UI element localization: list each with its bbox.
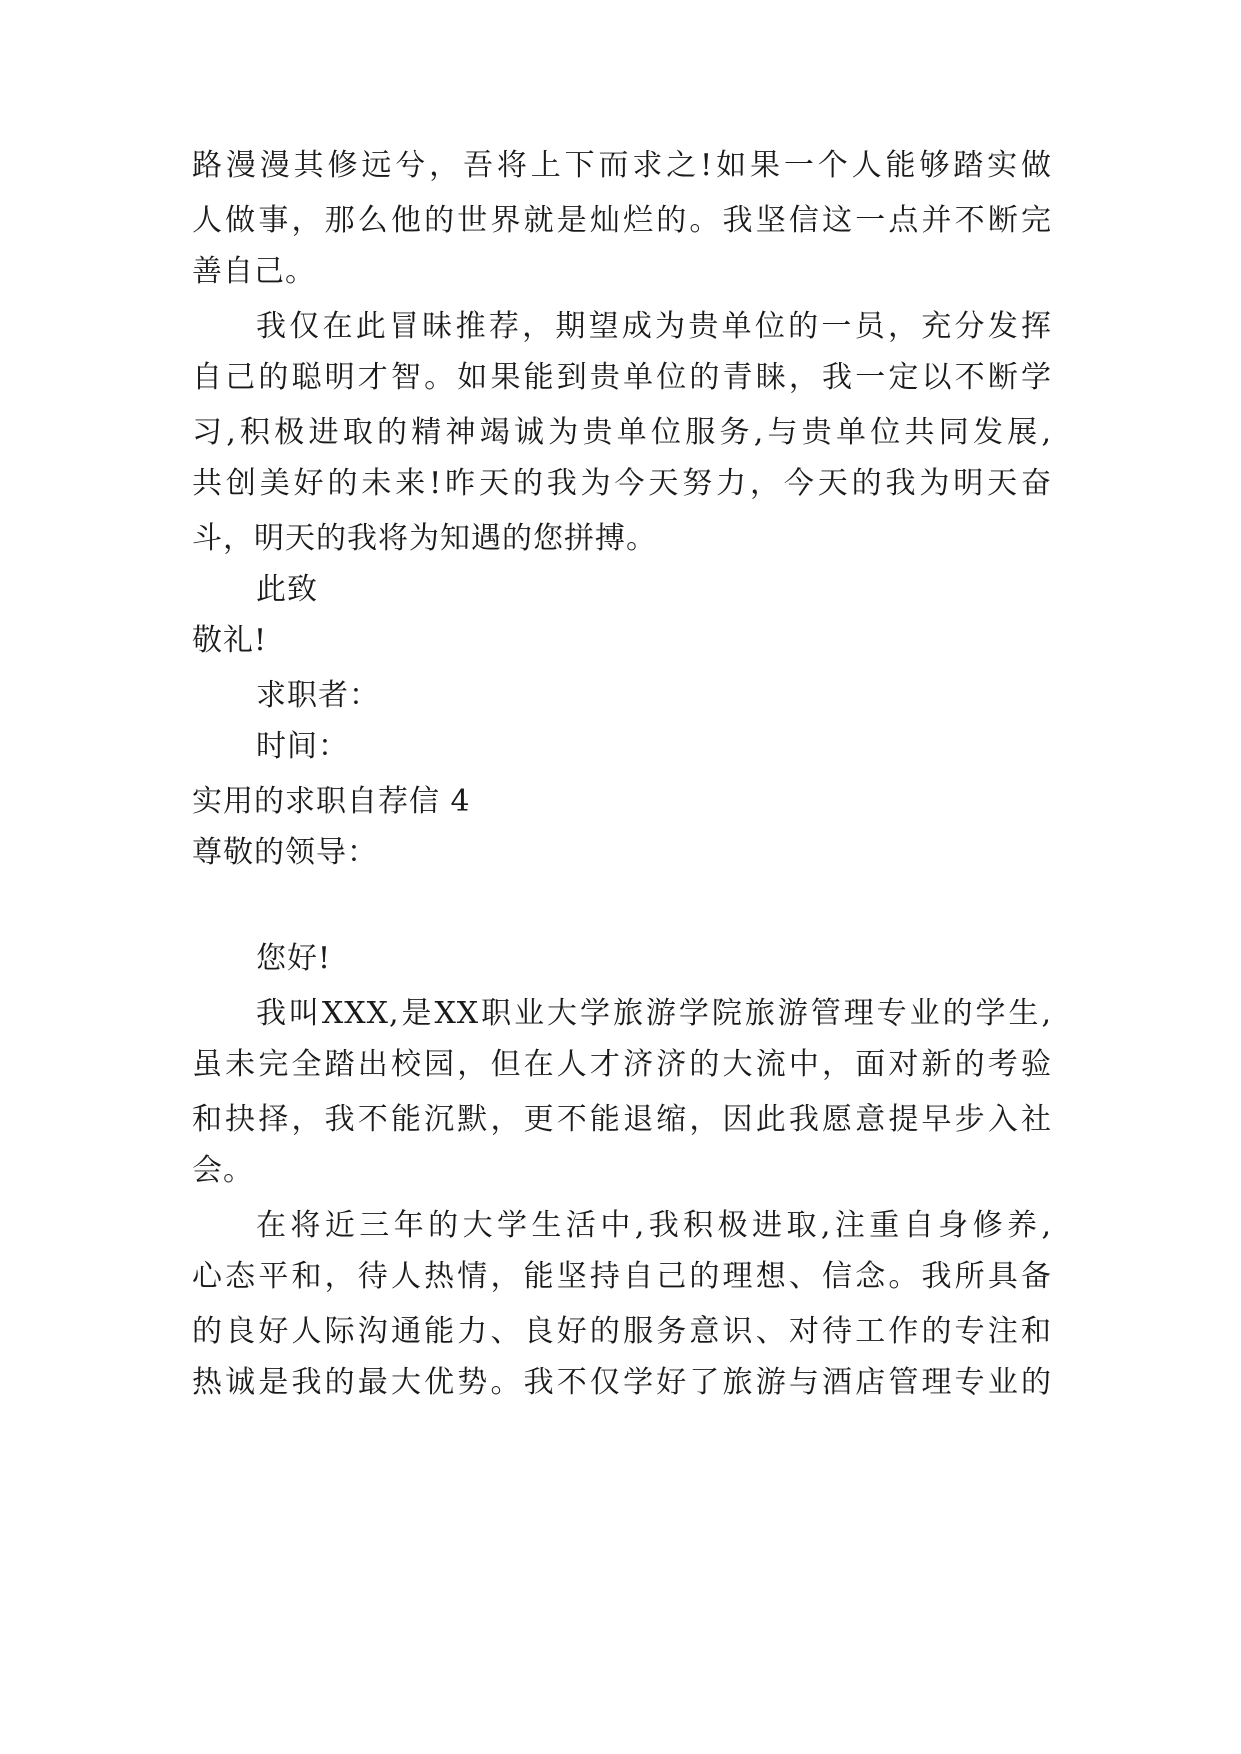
text-line: 我叫XXX,是XX职业大学旅游学院旅游管理专业的学生, (256, 996, 1052, 1031)
text-line: 自己的聪明才智。如果能到贵单位的青睐，我一定以不断学 (192, 360, 1052, 395)
text-line: 路漫漫其修远兮，吾将上下而求之!如果一个人能够踏实做 (192, 148, 1052, 183)
closing-respect: 敬礼! (192, 623, 268, 658)
text-line: 的良好人际沟通能力、良好的服务意识、对待工作的专注和 (192, 1314, 1052, 1349)
text-line: 热诚是我的最大优势。我不仅学好了旅游与酒店管理专业的 (192, 1365, 1052, 1400)
text-line: 习,积极进取的精神竭诚为贵单位服务,与贵单位共同发展, (192, 415, 1052, 450)
text-line: 和抉择，我不能沉默，更不能退缩，因此我愿意提早步入社 (192, 1102, 1052, 1137)
text-line: 善自己。 (192, 254, 316, 289)
text-line: 斗，明天的我将为知遇的您拼搏。 (192, 521, 657, 556)
text-line: 在将近三年的大学生活中,我积极进取,注重自身修养, (256, 1208, 1052, 1243)
closing-salutation: 此致 (256, 572, 318, 607)
text-line: 人做事，那么他的世界就是灿烂的。我坚信这一点并不断完 (192, 203, 1052, 238)
text-line: 心态平和，待人热情，能坚持自己的理想、信念。我所具备 (192, 1259, 1052, 1294)
text-line: 虽未完全踏出校园，但在人才济济的大流中，面对新的考验 (192, 1047, 1052, 1082)
date-label: 时间： (256, 729, 349, 764)
greeting-recipient: 尊敬的领导： (192, 835, 378, 870)
text-line: 共创美好的未来!昨天的我为今天努力，今天的我为明天奋 (192, 466, 1052, 501)
applicant-label: 求职者： (256, 678, 380, 713)
text-line: 我仅在此冒昧推荐，期望成为贵单位的一员，充分发挥 (256, 309, 1052, 344)
greeting: 您好! (256, 941, 332, 976)
text-line: 会。 (192, 1153, 254, 1188)
section-title: 实用的求职自荐信 4 (192, 784, 471, 819)
